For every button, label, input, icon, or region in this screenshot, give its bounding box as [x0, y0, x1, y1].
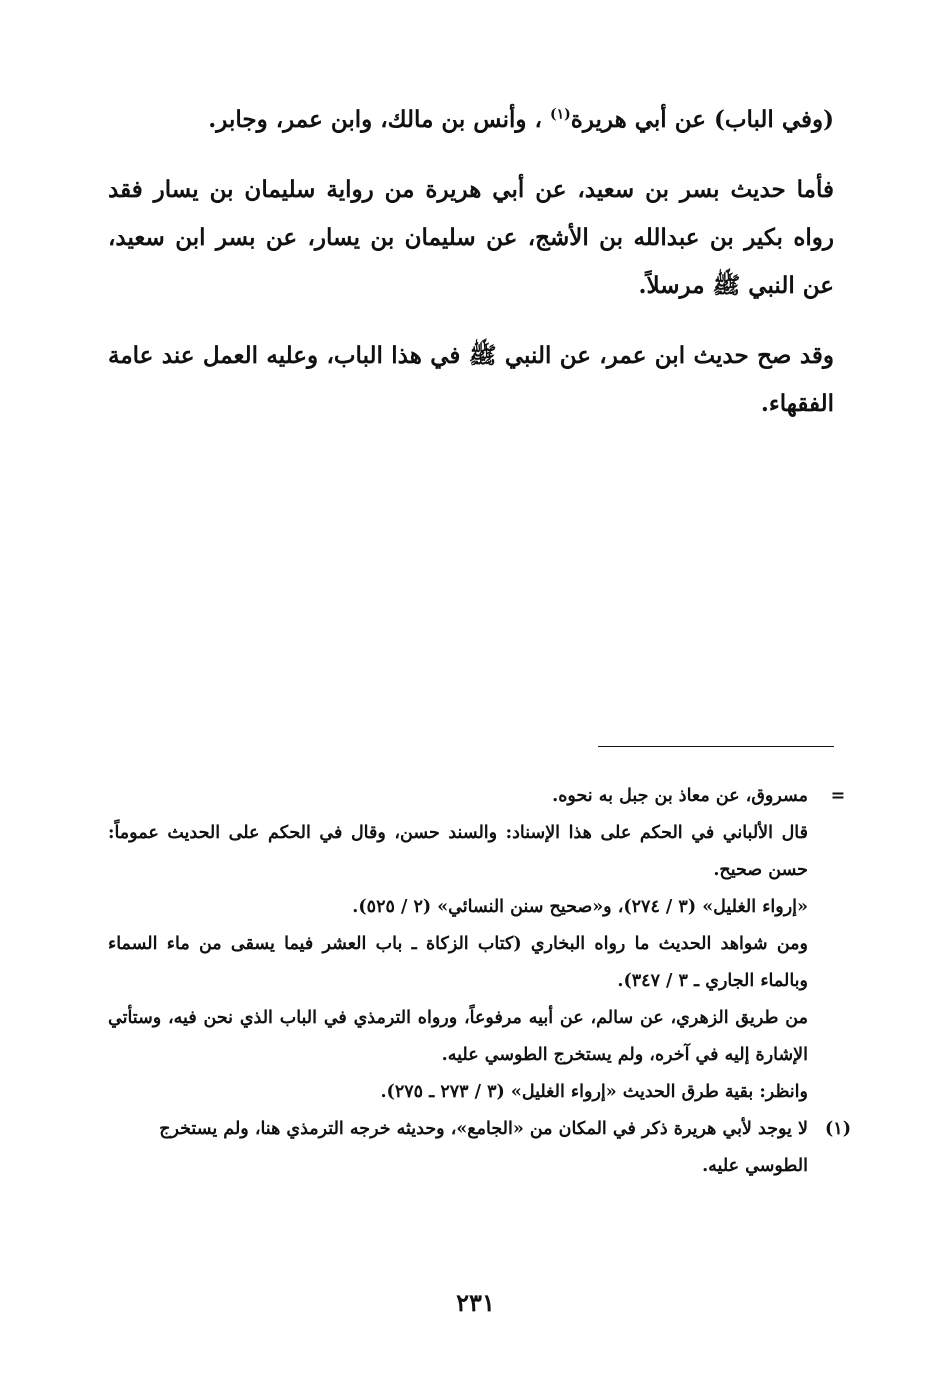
footnote-line: قال الألباني في الحكم على هذا الإسناد: والسند حسن، وقال في الحكم على الحديث عموماً: حسن صحيح.	[108, 823, 808, 880]
paragraph-1	[108, 96, 834, 144]
footnote-line: مسروق، عن معاذ بن جبل به نحوه.	[552, 786, 808, 806]
footnote-separator-rule	[598, 746, 834, 747]
footnote-1-text: لا يوجد لأبي هريرة ذكر في المكان من «الجامع»، وحديثه خرجه الترمذي هنا، ولم يستخرج الطوسي عليه.	[159, 1119, 808, 1176]
footnote-line: وانظر: بقية طرق الحديث «إرواء الغليل» (٣ / ٢٧٣ ـ ٢٧٥).	[380, 1082, 808, 1102]
footnote-continuation	[108, 778, 853, 1111]
footnote-1	[108, 1111, 853, 1185]
page-number: ٢٣١	[456, 1288, 495, 1317]
paragraph-1-text: (وفي الباب) عن أبي هريرة	[570, 106, 834, 133]
footnotes	[108, 778, 853, 1185]
paragraph-1-rest: ، وأنس بن مالك، وابن عمر، وجابر.	[208, 106, 550, 133]
paragraph-2: فأما حديث بسر بن سعيد، عن أبي هريرة من رواية سليمان بن يسار فقد رواه بكير بن عبدالله بن الأشج، عن سليمان بن يسار، عن بسر ابن سعيد، عن النبي ﷺ مرسلاً.	[108, 176, 834, 299]
footnote-line: «إرواء الغليل» (٣ / ٢٧٤)، و«صحيح سنن النسائي» (٢ / ٥٢٥).	[352, 897, 808, 917]
footnote-line: ومن شواهد الحديث ما رواه البخاري (كتاب الزكاة ـ باب العشر فيما يسقى من ماء السماء وبالماء الجاري ـ ٣ / ٣٤٧).	[108, 934, 808, 991]
paragraph-3: وقد صح حديث ابن عمر، عن النبي ﷺ في هذا الباب، وعليه العمل عند عامة الفقهاء.	[108, 342, 834, 417]
continuation-marker: =	[830, 786, 846, 806]
footnote-reference-1: (١)	[549, 106, 571, 123]
footnote-1-marker: (١)	[825, 1119, 851, 1139]
footnote-line: من طريق الزهري، عن سالم، عن أبيه مرفوعاً، ورواه الترمذي في الباب الذي نحن فيه، وستأتي الإشارة إليه في آخره، ولم يستخرج الطوسي عليه.	[108, 1008, 808, 1065]
main-text	[108, 96, 834, 450]
